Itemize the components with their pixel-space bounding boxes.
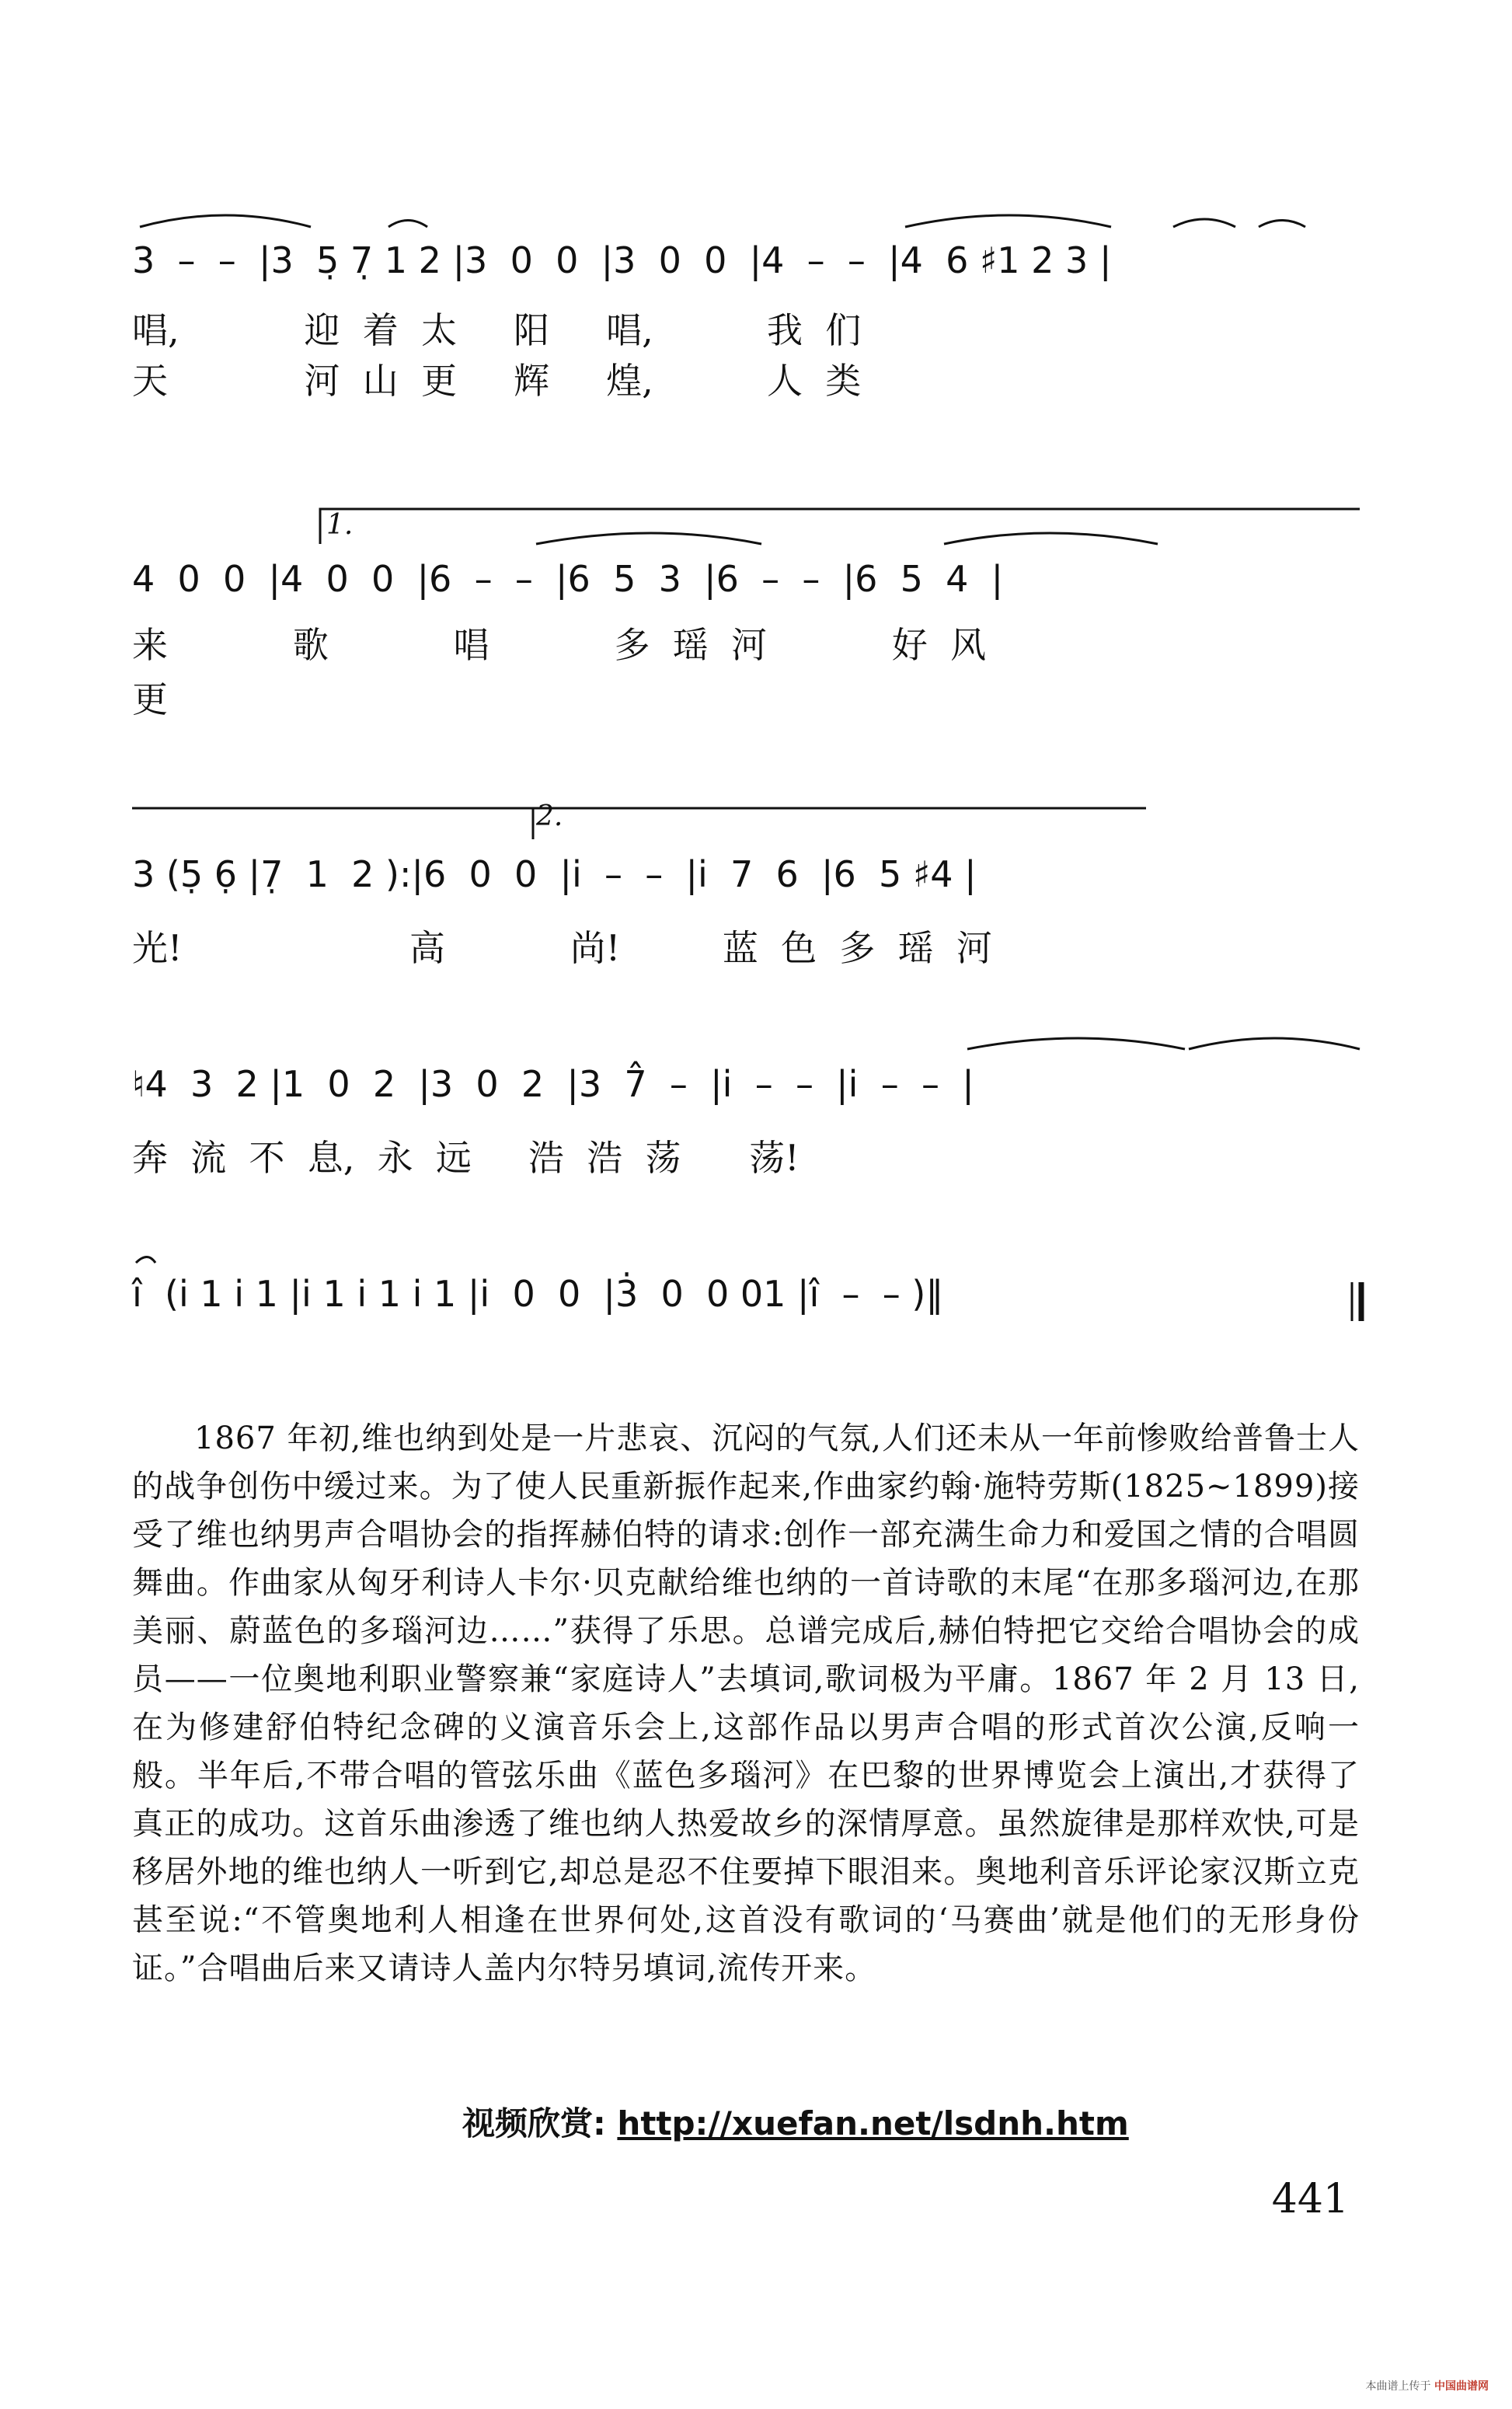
- video-link[interactable]: http://xuefan.net/lsdnh.htm: [617, 2104, 1129, 2142]
- lyrics-line-1a: 唱, 迎 着 太 阳 唱, 我 们: [132, 309, 862, 351]
- tie: [536, 533, 761, 544]
- notes-line-3: 3 (5̣ 6̣ |7̣ 1 2 ):|6 0 0 |i – – |i 7 6 |6 5 ♯4 |: [132, 853, 977, 895]
- lyrics-line-3a: 光! 高 尚! 蓝 色 多 瑶 河: [132, 927, 992, 969]
- volta-2-label: 2.: [536, 800, 563, 832]
- footer-brand: 中国曲谱网: [1434, 2380, 1489, 2393]
- video-line: [462, 2098, 1129, 2145]
- notes-line-5: î (i 1 i 1 |i 1 i 1 i 1 |i 0 0 |3̇ 0 0 01 |î – – )‖: [132, 1273, 944, 1315]
- lyrics-line-2b: 更: [132, 678, 168, 720]
- notes-line-4: ♮4 3 2 |1 0 2 |3 0 2 |3 7̂ – |i – – |i – – |: [132, 1063, 974, 1105]
- notes-line-1: 3 – – |3 5̣ 7̣ 1 2 |3 0 0 |3 0 0 |4 – – |4 6 ♯1 2 3 |: [132, 239, 1112, 281]
- page-number: 441: [1271, 2176, 1349, 2222]
- volta-1-label: 1.: [326, 509, 354, 541]
- footer-prefix: 本曲谱上传于: [1365, 2380, 1431, 2393]
- tie: [1189, 1038, 1360, 1049]
- notes-line-2: 4 0 0 |4 0 0 |6 – – |6 5 3 |6 – – |6 5 4 |: [132, 558, 1004, 600]
- footer-watermark: [1366, 2378, 1489, 2393]
- tie: [944, 533, 1158, 544]
- volta-1-bracket: [320, 509, 1360, 544]
- video-label: 视频欣赏:: [462, 2104, 606, 2142]
- lyrics-line-1b: 天 河 山 更 辉 煌, 人 类: [132, 360, 862, 402]
- tie: [967, 1038, 1185, 1049]
- description-paragraph: 1867 年初,维也纳到处是一片悲哀、沉闷的气氛,人们还未从一年前惨败给普鲁士人的战争创伤中缓过来。为了使人民重新振作起来,作曲家约翰·施特劳斯(1825~1899)接受了维也纳男声合唱协会的指挥赫伯特的请求:创作一部充满生命力和爱国之情的合唱圆舞曲。作曲家从匈牙利诗人卡尔·贝克献给维也纳的一首诗歌的末尾“在那多瑙河边,在那美丽、蔚蓝色的多瑙河边……”获得了乐思。总谱完成后,赫伯特把它交给合唱协会的成员——一位奥地利职业警察兼“家庭诗人”去填词,歌词极为平庸。1867 年 2 月 13 日,在为修建舒伯特纪念碑的义演音乐会上,这部作品以男声合唱的形式首次公演,反响一般。半年后,不带合唱的管弦乐曲《蓝色多瑙河》在巴黎的世界博览会上演出,才获得了真正的成功。这首乐曲渗透了维也纳人热爱故乡的深情厚意。虽然旋律是那样欢快,可是移居外地的维也纳人一听到它,却总是忍不住要掉下眼泪来。奥地利音乐评论家汉斯立克甚至说:“不管奥地利人相逢在世界何处,这首没有歌词的‘马赛曲’就是他们的无形身份证。”合唱曲后来又请诗人盖内尔特另填词,流传开来。: [132, 1421, 1360, 1986]
- lyrics-line-2a: 来 歌 唱 多 瑶 河 好 风: [132, 624, 987, 666]
- lyrics-line-4a: 奔 流 不 息, 永 远 浩 浩 荡 荡!: [132, 1137, 800, 1179]
